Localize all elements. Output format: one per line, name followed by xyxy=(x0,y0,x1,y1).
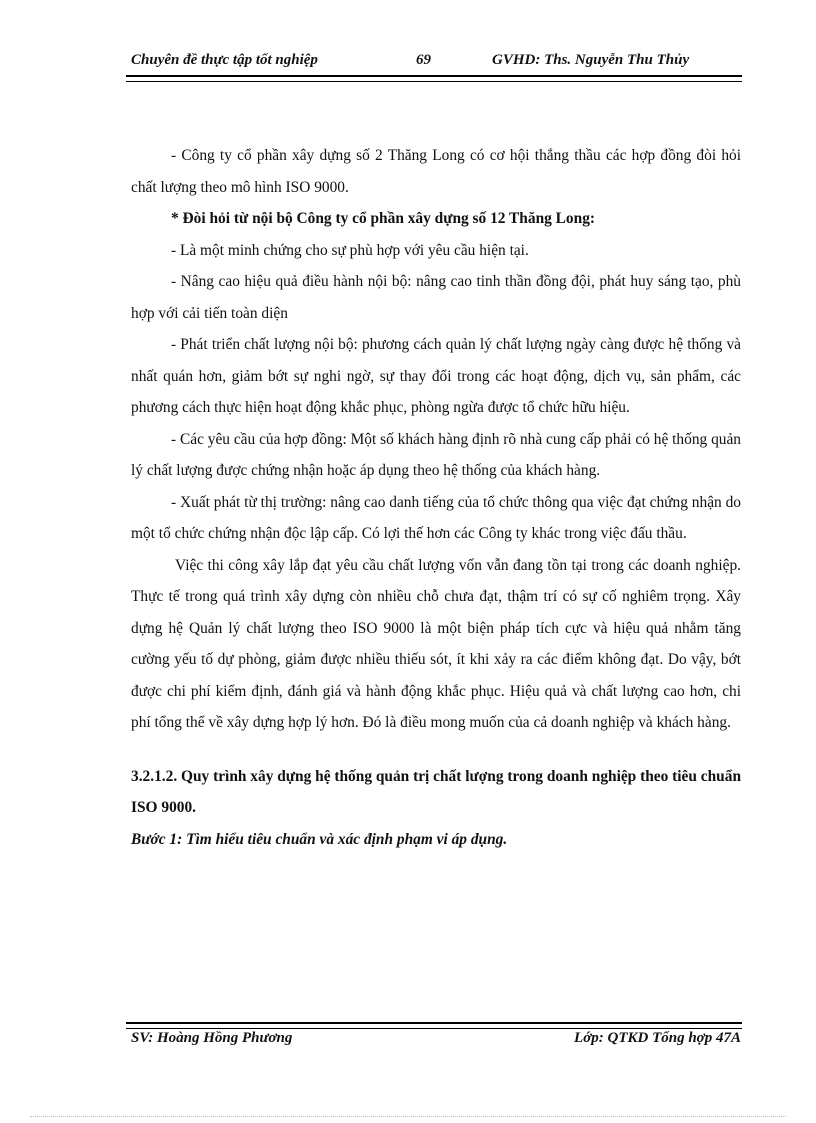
footer-class: Lớp: QTKD Tổng hợp 47A xyxy=(574,1030,741,1046)
subsection-heading: 3.2.1.2. Quy trình xây dựng hệ thống quản trị chất lượng trong doanh nghiệp theo tiêu chuẩn ISO 9000. xyxy=(131,767,741,816)
page-edge-dots xyxy=(30,1116,786,1117)
section-heading: * Đòi hỏi từ nội bộ Công ty cổ phần xây dựng số 12 Thăng Long: xyxy=(171,210,596,227)
header-advisor: GVHD: Ths. Nguyễn Thu Thủy xyxy=(492,52,690,68)
paragraph: - Phát triển chất lượng nội bộ: phương cách quản lý chất lượng ngày càng được hệ thống và nhất quán hơn, giảm bớt sự nghi ngờ, sự thay đổi trong các hoạt động, dịch vụ, sản phẩm, các phương cách thực hiện hoạt động khắc phục, phòng ngừa được tổ chức hữu hiệu. xyxy=(131,336,741,416)
step-heading: Bước 1: Tìm hiểu tiêu chuẩn và xác định phạm vi áp dụng. xyxy=(131,830,508,848)
header-divider xyxy=(126,75,742,82)
paragraph: - Công ty cổ phần xây dựng số 2 Thăng Long có cơ hội thắng thầu các hợp đồng đòi hỏi chất lượng theo mô hình ISO 9000. xyxy=(131,147,741,196)
paragraph: - Là một minh chứng cho sự phù hợp với yêu cầu hiện tại. xyxy=(171,241,529,259)
page-header xyxy=(131,52,741,74)
paragraph: - Các yêu cầu của hợp đồng: Một số khách hàng định rõ nhà cung cấp phải có hệ thống quản lý chất lượng được chứng nhận hoặc áp dụng theo hệ thống của khách hàng. xyxy=(131,430,741,479)
page-number: 69 xyxy=(416,52,431,68)
footer-divider xyxy=(126,1022,742,1029)
header-title: Chuyên đề thực tập tốt nghiệp xyxy=(131,52,318,68)
footer-student: SV: Hoàng Hồng Phương xyxy=(131,1030,293,1046)
paragraph: - Xuất phát từ thị trường: nâng cao danh tiếng của tổ chức thông qua việc đạt chứng nhận do một tổ chức chứng nhận độc lập cấp. Có lợi thế hơn các Công ty khác trong việc đấu thầu. xyxy=(131,493,741,542)
page-footer xyxy=(131,1030,741,1052)
page-body xyxy=(131,140,741,855)
paragraph: Việc thi công xây lắp đạt yêu cầu chất lượng vốn vẫn đang tồn tại trong các doanh nghiệp. Thực tế trong quá trình xây dựng còn nhiều chỗ chưa đạt, thậm trí có sự cố nghiêm trọng. Xây dựng hệ Quản lý chất lượng theo ISO 9000 là một biện pháp tích cực và hiệu quả nhằm tăng cường yếu tố dự phòng, giảm được nhiều thiếu sót, ít khi xảy ra các điểm không đạt. Do vậy, bớt được chi phí kiểm định, đánh giá và hành động khắc phục. Hiệu quả và chất lượng cao hơn, chi phí tổng thể về xây dựng hợp lý hơn. Đó là điều mong muốn của cả doanh nghiệp và khách hàng. xyxy=(131,556,741,731)
paragraph: - Nâng cao hiệu quả điều hành nội bộ: nâng cao tinh thần đồng đội, phát huy sáng tạo, phù hợp với cải tiến toàn diện xyxy=(131,273,741,322)
